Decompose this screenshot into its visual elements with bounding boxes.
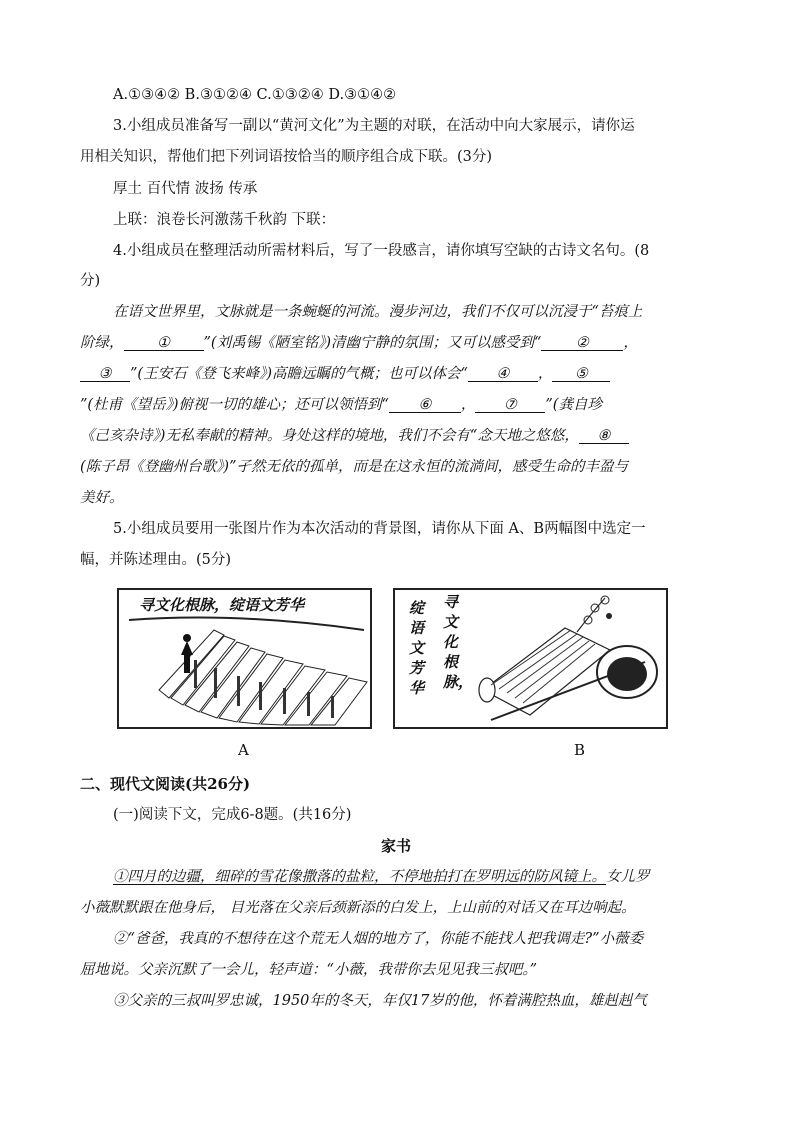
blank-5[interactable]: ⑤ xyxy=(552,364,610,382)
picture-b-title-col2: 绽语文芳华 xyxy=(409,599,425,697)
blank-4[interactable]: ④ xyxy=(468,364,538,382)
blank-1[interactable]: ① xyxy=(124,333,204,351)
q4-para-line7: 美好。 xyxy=(80,490,124,506)
section2-title: 二、现代文阅读(共26分) xyxy=(80,775,251,793)
blank-8[interactable]: ⑧ xyxy=(579,426,629,444)
q4-para-line4 xyxy=(80,395,602,415)
q4-line2: 分) xyxy=(80,273,101,289)
text: ， xyxy=(623,335,638,351)
article-para2-line2: 屈地说。父亲沉默了一会儿，轻声道：“小薇，我带你去见见我三叔吧。” xyxy=(80,962,538,978)
section2-subtitle: (一)阅读下文，完成6-8题。(共16分) xyxy=(113,807,352,823)
article-para1-line2: 小薇默默跟在他身后， 目光落在父亲后颈新添的白发上，上山前的对话又在耳边响起。 xyxy=(80,900,636,916)
q4-para-line5 xyxy=(80,426,629,446)
q3-line1: 3.小组成员准备写一副以“黄河文化”为主题的对联，在活动中向大家展示，请你运 xyxy=(113,118,635,134)
blank-2[interactable]: ② xyxy=(541,333,623,351)
q5-line1: 5.小组成员要用一张图片作为本次活动的背景图，请你从下面 A、B两幅图中选定一 xyxy=(113,521,646,537)
q4-para-line1: 在语文世界里，文脉就是一条蜿蜒的河流。漫步河边，我们不仅可以沉浸于“苔痕上 xyxy=(113,304,643,320)
bamboo-book-inkstone-illustration xyxy=(395,590,666,727)
article-para1-line1 xyxy=(113,867,650,887)
text: 阶绿， xyxy=(80,335,124,351)
blank-6[interactable]: ⑥ xyxy=(389,395,461,413)
blank-7[interactable]: ⑦ xyxy=(475,395,545,413)
article-title: 家书 xyxy=(381,837,412,855)
text: ”(刘禹锡《陋室铭》)清幽宁静的氛围；又可以感受到“ xyxy=(203,335,542,351)
q5-line2: 幅，并陈述理由。(5分) xyxy=(80,552,232,568)
picture-a-label: A xyxy=(238,741,249,759)
q3-couplet: 上联：浪卷长河激荡千秋韵 下联： xyxy=(113,212,336,228)
picture-a[interactable] xyxy=(117,588,372,729)
underlined-sentence: ①四月的边疆，细碎的雪花像撒落的盐粒，不停地拍打在罗明远的防风镜上。 xyxy=(113,869,606,885)
q4-line1: 4.小组成员在整理活动所需材料后，写了一段感言，请你填写空缺的古诗文名句。(8 xyxy=(113,243,650,259)
picture-b-label: B xyxy=(574,741,586,759)
picture-b[interactable] xyxy=(393,588,668,729)
blank-3[interactable]: ③ xyxy=(80,364,130,382)
text: ”(龚自珍 xyxy=(545,397,602,413)
picture-b-title-col1: 寻文化根脉， xyxy=(443,593,474,691)
text: 女儿罗 xyxy=(606,869,650,885)
q2-options: A.①③④② B.③①②④ C.①③②④ D.③①④② xyxy=(113,87,397,103)
text: ， xyxy=(537,366,553,382)
text: ”(王安石《登飞来峰》)高瞻远瞩的气概；也可以体会“ xyxy=(130,366,468,382)
q3-line2: 用相关知识，帮他们把下列词语按恰当的顺序组合成下联。(3分) xyxy=(80,149,493,165)
text: 《己亥杂诗》)无私奉献的精神。身处这样的境地，我们不会有“念天地之悠悠， xyxy=(80,428,579,444)
q4-para-line3 xyxy=(80,364,610,384)
picture-a-title: 寻文化根脉，绽语文芳华 xyxy=(139,596,305,614)
article-para2-line1: ②“爸爸，我真的不想待在这个荒无人烟的地方了，你能不能找人把我调走?”小薇委 xyxy=(113,931,644,947)
text: ”(杜甫《望岳》)俯视一切的雄心；还可以领悟到“ xyxy=(80,397,389,413)
text: ， xyxy=(460,397,476,413)
bamboo-scroll-illustration xyxy=(119,590,370,727)
article-para3-line1: ③父亲的三叔叫罗忠诚，1950年的冬天，年仅17岁的他，怀着满腔热血，雄赳赳气 xyxy=(113,993,647,1009)
q4-para-line6: (陈子昂《登幽州台歌》)”孑然无依的孤单，而是在这永恒的流淌间，感受生命的丰盈与 xyxy=(80,459,628,475)
q4-para-line2 xyxy=(80,333,638,353)
q3-words: 厚土 百代情 波扬 传承 xyxy=(113,181,258,197)
